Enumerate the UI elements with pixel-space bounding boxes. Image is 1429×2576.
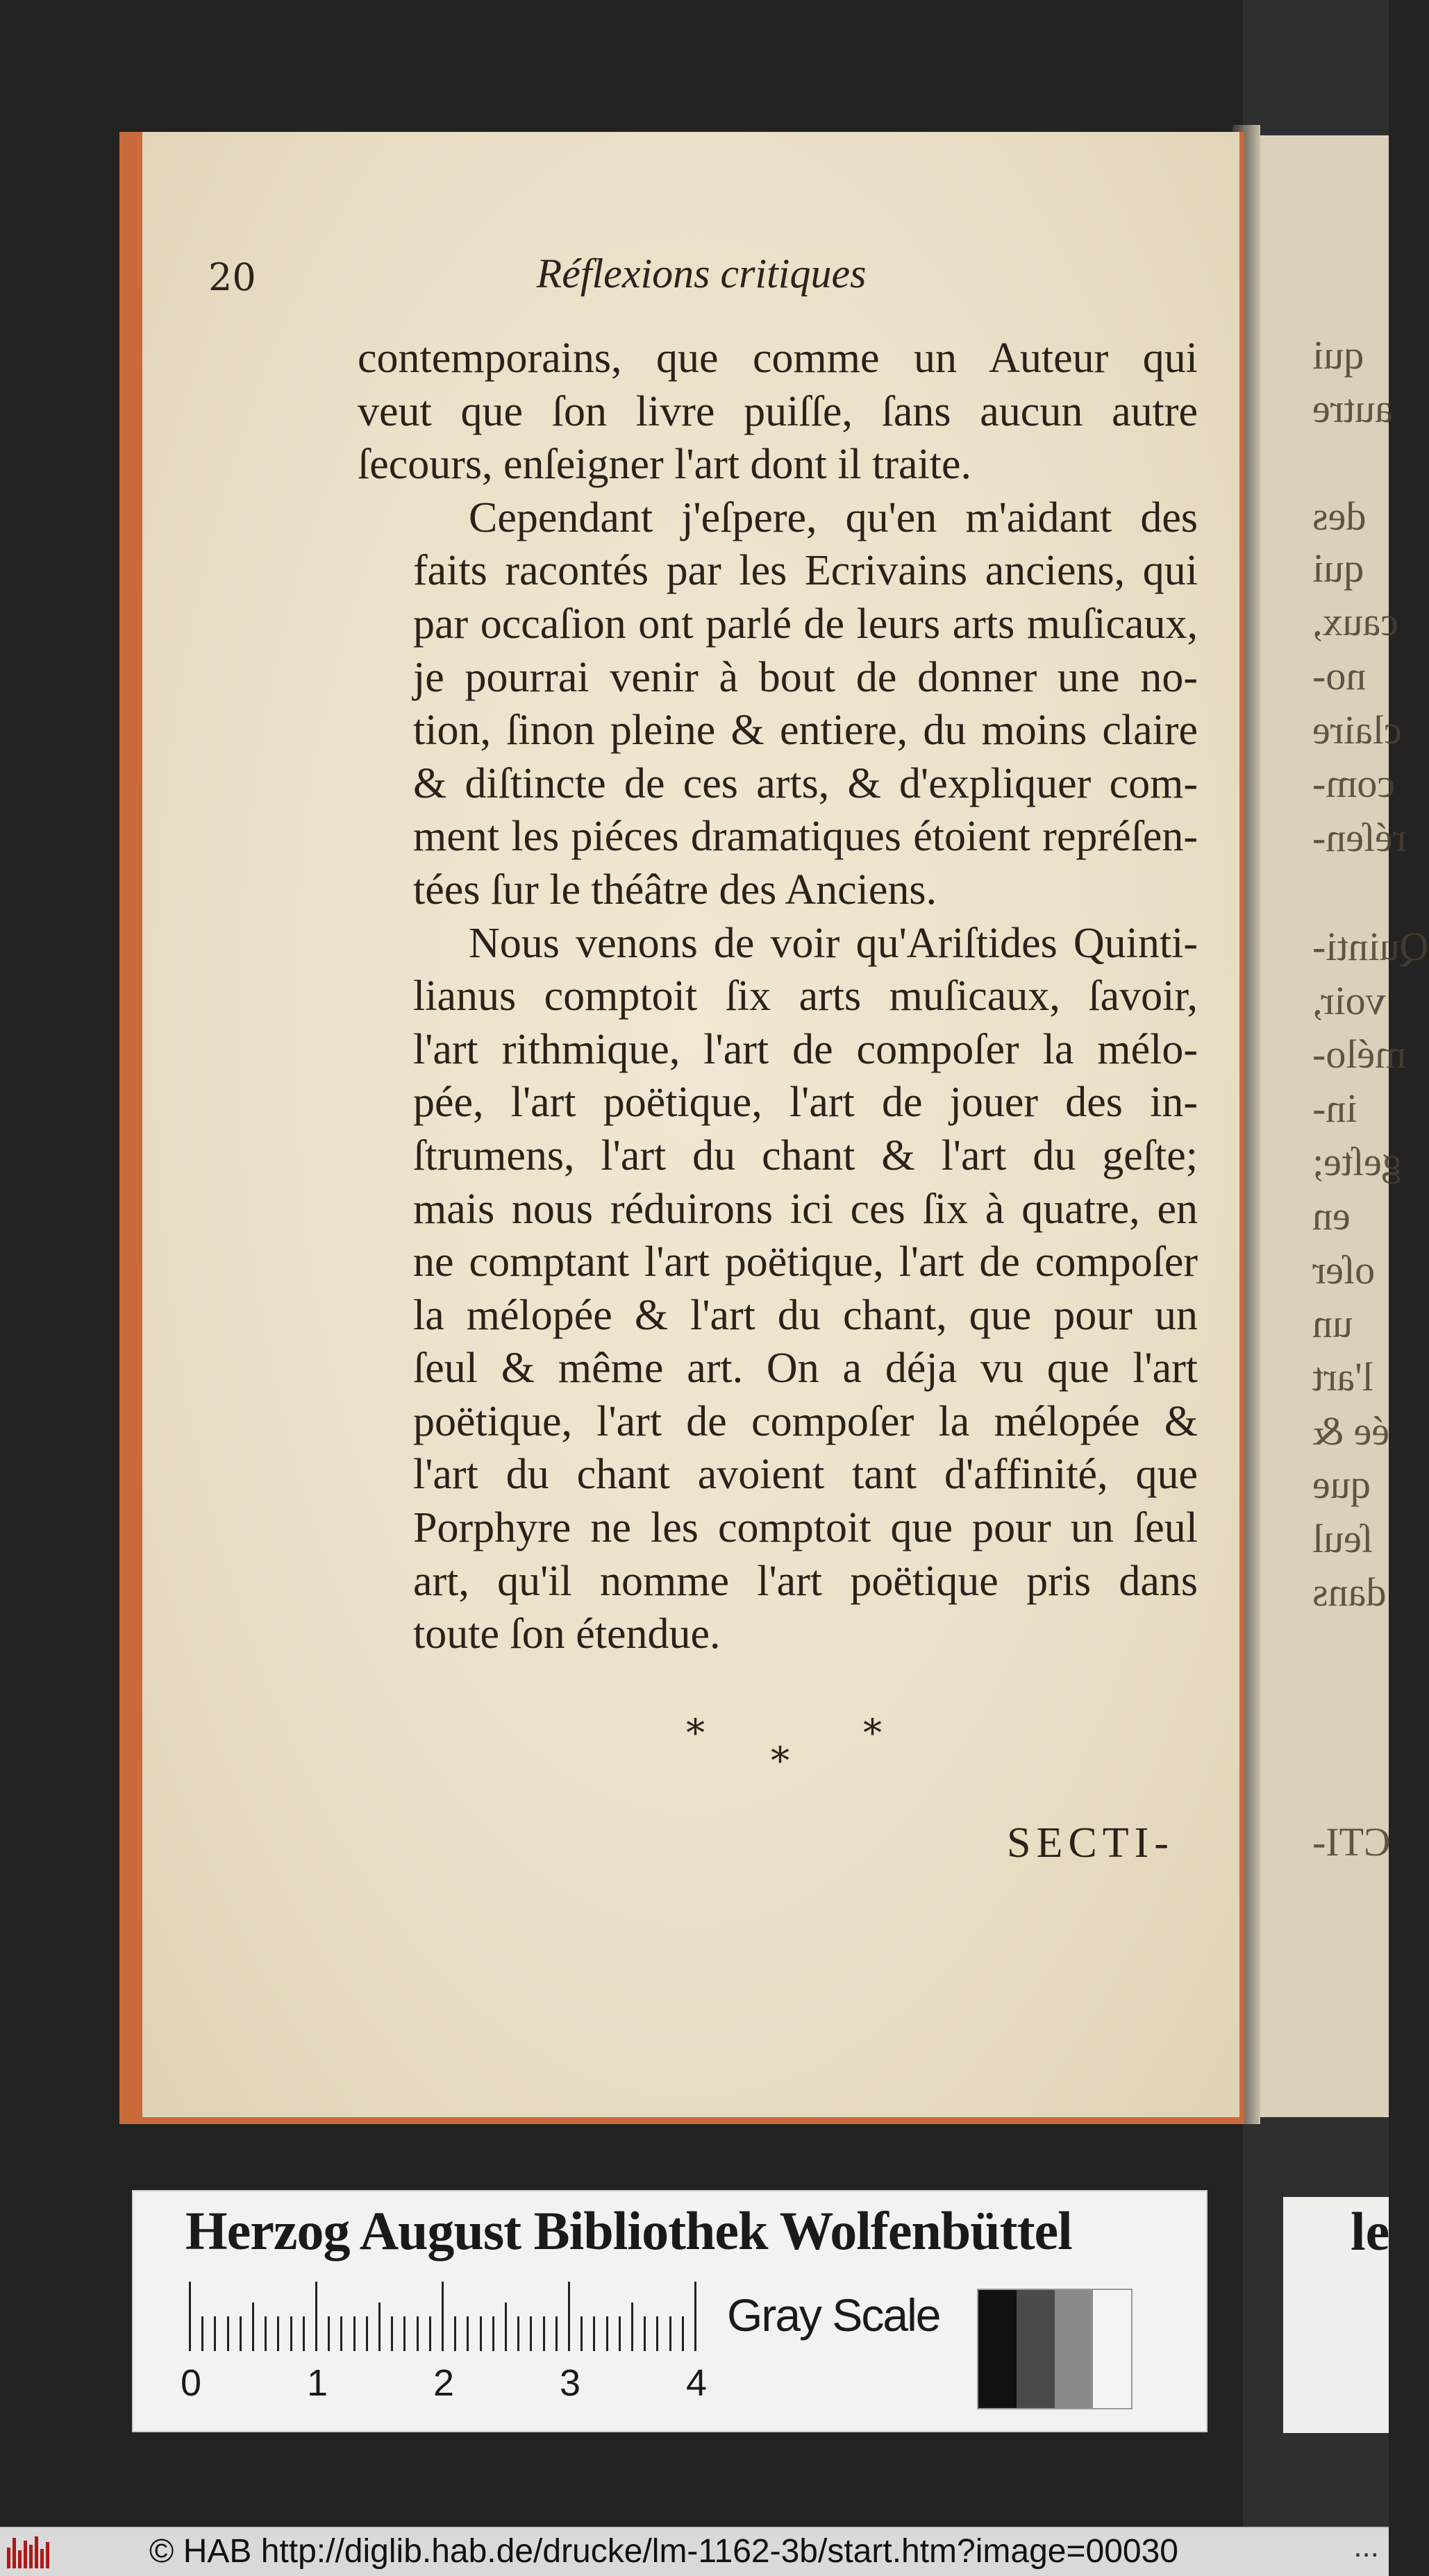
- text-line: poëtique, l'art de compoſer la mélopée &: [413, 1397, 1198, 1445]
- gray-swatch: [1055, 2290, 1093, 2408]
- ruler-tick: [214, 2316, 216, 2351]
- text-line: & diſtincte de ces arts, & d'expliquer com-: [413, 759, 1198, 807]
- scale-card: [132, 2190, 1207, 2432]
- text-line: ſeul & même art. On a déja vu que l'art: [413, 1345, 1198, 1392]
- text-line: Cependant j'eſpere, qu'en m'aidant des: [469, 494, 1198, 541]
- paragraph: [358, 917, 1198, 1661]
- ruler-tick: [403, 2316, 406, 2351]
- ruler-tick: [227, 2316, 229, 2351]
- ruler-tick: [593, 2316, 595, 2351]
- ruler-tick: [201, 2316, 203, 2351]
- facing-page-fragment: dans: [1312, 1569, 1387, 1615]
- ruler-tick: [530, 2316, 532, 2351]
- facing-page-fragment: un: [1312, 1301, 1353, 1346]
- ruler-tick: [189, 2282, 191, 2351]
- gray-scale-swatches: [977, 2289, 1133, 2409]
- ruler-tick: [303, 2316, 305, 2351]
- ruler-tick: [669, 2316, 671, 2351]
- facing-page-fragment: caux,: [1312, 599, 1398, 644]
- ruler-tick: [644, 2316, 646, 2351]
- ruler-tick: [517, 2316, 519, 2351]
- ruler-tick: [454, 2316, 456, 2351]
- footer-bar: [0, 2527, 1389, 2576]
- text-line: pée, l'art poëtique, l'art de jouer des in-: [413, 1079, 1198, 1127]
- ruler-tick: [505, 2303, 507, 2351]
- text-line: tées ſur le théâtre des Anciens.: [413, 866, 937, 914]
- text-line: Nous venons de voir qu'Ariſtides Quinti-: [469, 919, 1198, 967]
- text-line: la mélopée & l'art du chant, que pour un: [413, 1291, 1198, 1339]
- ruler-tick: [682, 2316, 684, 2351]
- gray-swatch: [1093, 2290, 1131, 2408]
- text-line: ſtrumens, l'art du chant & l'art du geſte;: [413, 1131, 1198, 1179]
- facing-page-fragment: en: [1312, 1193, 1351, 1238]
- ruler-tick: [429, 2316, 431, 2351]
- paragraph: [358, 491, 1198, 917]
- ruler-tick: [315, 2282, 317, 2351]
- ruler-tick: [391, 2316, 393, 2351]
- ruler-tick: [353, 2316, 356, 2351]
- ruler-tick: [265, 2316, 267, 2351]
- catchword: SECTI-: [1007, 1819, 1174, 1867]
- ruler-tick: [492, 2316, 494, 2351]
- centimeter-ruler: [189, 2282, 696, 2351]
- ruler-tick: [378, 2303, 381, 2351]
- ruler-tick: [631, 2303, 633, 2351]
- ruler-tick: [568, 2282, 570, 2351]
- ornament-star: *: [686, 1711, 705, 1755]
- facing-page-fragment: in-: [1312, 1086, 1357, 1131]
- text-line: veut que ſon livre puiſſe, ſans aucun autre: [358, 387, 1198, 435]
- page-header: [208, 250, 1194, 305]
- facing-page-fragment: no-: [1312, 653, 1367, 698]
- gray-swatch: [1017, 2290, 1055, 2408]
- facing-page-fragment: com-: [1312, 761, 1396, 806]
- ruler-tick: [694, 2282, 696, 2351]
- facing-page-fragment: qui: [1312, 332, 1364, 378]
- text-line: mais nous réduirons ici ces ſix à quatre, en: [413, 1185, 1198, 1233]
- ruler-tick: [240, 2316, 242, 2351]
- asterism-ornament: [667, 1711, 917, 1787]
- ruler-tick: [277, 2316, 279, 2351]
- ruler-tick: [442, 2282, 444, 2351]
- ornament-star: *: [863, 1711, 882, 1755]
- text-line: ment les piéces dramatiques étoient repréſen-: [413, 813, 1198, 861]
- facing-page-fragment: ſeul: [1312, 1516, 1373, 1561]
- facing-page-fragment: voir,: [1312, 978, 1386, 1023]
- next-card-text: le: [1351, 2201, 1390, 2262]
- hab-logo-icon: [7, 2536, 56, 2568]
- ruler-tick: [555, 2316, 558, 2351]
- ruler-tick: [606, 2316, 608, 2351]
- ruler-tick: [656, 2316, 658, 2351]
- ruler-tick: [543, 2316, 545, 2351]
- running-head: Réflexions critiques: [536, 251, 867, 296]
- ruler-tick: [340, 2316, 342, 2351]
- text-line: ne comptant l'art poëtique, l'art de compoſer: [413, 1238, 1198, 1286]
- facing-page-fragment: ée &: [1312, 1408, 1390, 1454]
- text-line: par occaſion ont parlé de leurs arts muſicaux,: [413, 600, 1198, 648]
- gray-swatch: [978, 2290, 1017, 2408]
- text-line: Porphyre ne les comptoit que pour un ſeul: [413, 1504, 1198, 1552]
- body-text: [358, 332, 1198, 1661]
- facing-page-fragment: qui: [1312, 546, 1364, 591]
- ruler-number: 2: [433, 2362, 455, 2404]
- ruler-tick: [480, 2316, 482, 2351]
- text-line: l'art du chant avoient tant d'affinité, que: [413, 1451, 1198, 1499]
- facing-page-fragment: des: [1312, 494, 1367, 539]
- facing-page-fragment: Quinti-: [1312, 924, 1429, 969]
- ruler-tick: [417, 2316, 419, 2351]
- text-line: tion, ſinon pleine & entiere, du moins claire: [413, 707, 1198, 755]
- facing-page-fragment: réſen-: [1312, 815, 1407, 860]
- ruler-tick: [619, 2316, 621, 2351]
- facing-page-fragment: geſte;: [1312, 1139, 1402, 1184]
- text-line: faits racontés par les Ecrivains anciens, qui: [413, 547, 1198, 595]
- ruler-number: 0: [181, 2362, 202, 2404]
- ruler-tick: [467, 2316, 469, 2351]
- text-line: lianus comptoit ſix arts muſicaux, ſavoir,: [413, 973, 1198, 1020]
- ornament-star: *: [771, 1739, 789, 1783]
- library-name: Herzog August Bibliothek Wolfenbüttel: [185, 2200, 1072, 2261]
- text-line: art, qu'il nomme l'art poëtique pris dans: [413, 1557, 1198, 1605]
- ruler-tick: [580, 2316, 583, 2351]
- ruler-number: 4: [686, 2362, 708, 2404]
- text-line: toute ſon étendue.: [413, 1610, 721, 1658]
- facing-page-fragment: oſer: [1312, 1247, 1376, 1293]
- text-line: ſecours, enſeigner l'art dont il traite.: [358, 441, 972, 489]
- copyright-url[interactable]: © HAB http://diglib.hab.de/drucke/lm-1162-3b/start.htm?image=00030: [149, 2533, 1178, 2570]
- ruler-tick: [366, 2316, 368, 2351]
- ruler-number: 3: [560, 2362, 581, 2404]
- facing-page-fragment: claire: [1312, 707, 1402, 752]
- paragraph: [358, 332, 1198, 491]
- ruler-tick: [290, 2316, 292, 2351]
- page-number: 20: [208, 255, 256, 299]
- ruler-number: 1: [307, 2362, 328, 2404]
- ruler-tick: [328, 2316, 330, 2351]
- ruler-tick: [252, 2303, 254, 2351]
- facing-page-fragment: autre: [1312, 386, 1393, 431]
- facing-page-fragment: l'art: [1312, 1354, 1373, 1399]
- text-line: je pourrai venir à bout de donner une no-: [413, 653, 1198, 701]
- more-icon[interactable]: ...: [1353, 2529, 1379, 2564]
- gray-scale-label: Gray Scale: [727, 2289, 940, 2341]
- text-line: l'art rithmique, l'art de compoſer la mélo-: [413, 1025, 1198, 1073]
- facing-page-fragment: que: [1312, 1462, 1371, 1507]
- facing-page-fragment: CTI-: [1312, 1819, 1391, 1864]
- text-line: contemporains, que comme un Auteur qui: [358, 335, 1198, 382]
- facing-page-fragment: mélo-: [1312, 1032, 1407, 1077]
